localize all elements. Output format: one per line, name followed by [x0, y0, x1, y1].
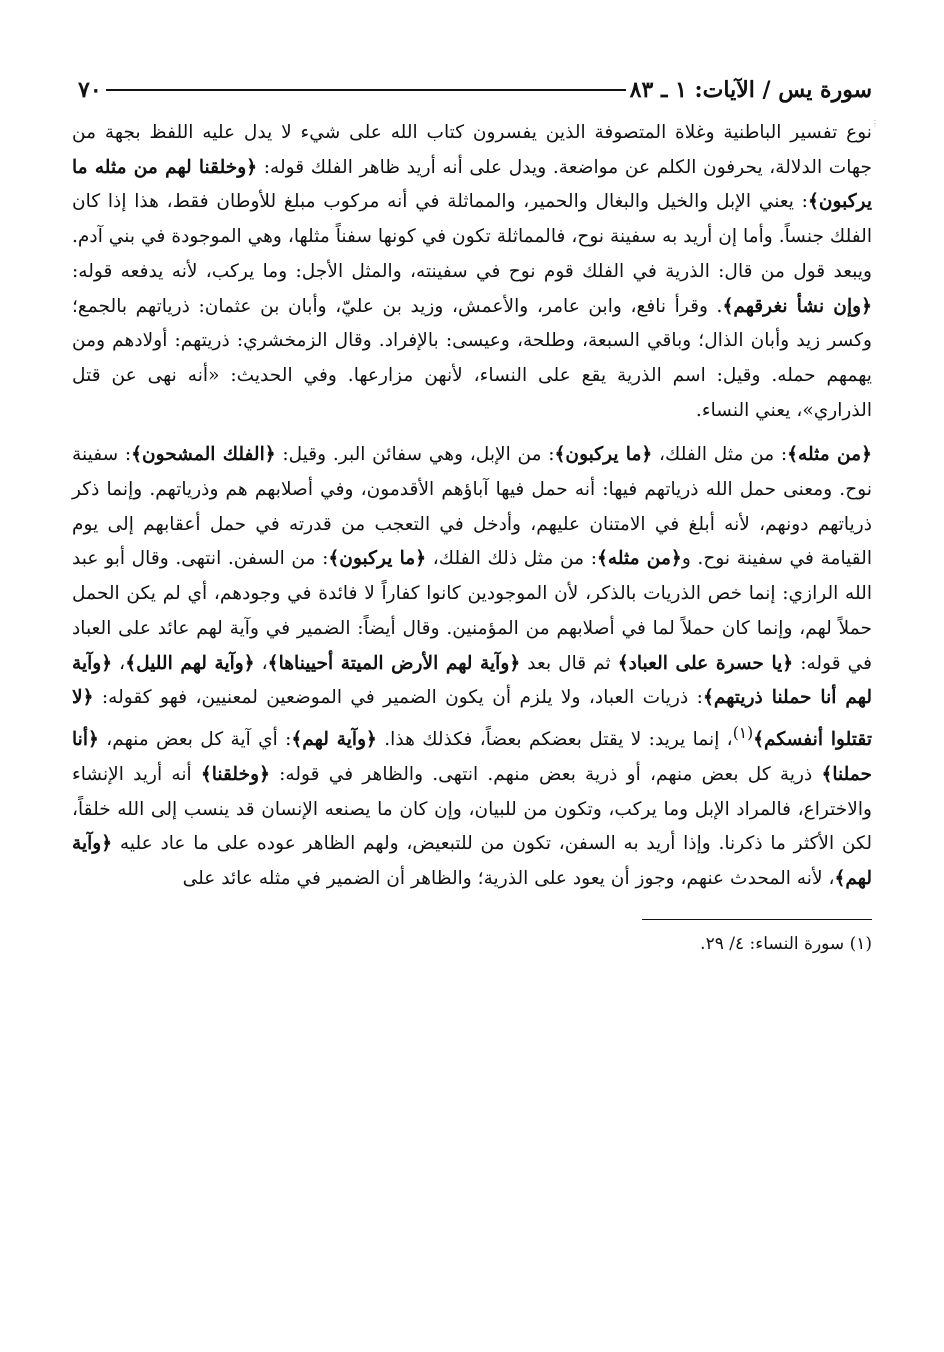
text-run: : سفينة نوح. ومعنى حمل الله ذرياتهم فيها: أنه حمل فيها آباؤهم الأقدمون، وفي أصلابهم هم وذرياتهم. وإنما ذكر ذرياتهم دونهم، لأنه أبلغ في الامتنان عليهم، وأدخل في التعجب من قدرته في حمل أعقابهم إلى يوم القيامة في سفينة نوح. و	[72, 444, 872, 570]
quran-quote: ﴿يا حسرة على العباد﴾	[617, 652, 794, 674]
paragraph-1	[72, 116, 872, 428]
text-run: ،	[112, 652, 126, 674]
quran-quote: ﴿وخلقنا لهم من مثله ما يركبون﴾	[72, 156, 872, 213]
quran-quote: ﴿الفلك المشحون﴾	[131, 444, 276, 466]
quran-quote: ﴿أنا حملنا﴾	[72, 729, 873, 785]
text-run: نوع تفسير الباطنية وغلاة المتصوفة الذين يفسرون كتاب الله على شيء لا يدل عليه اللفظ بجهة من جهات الدلالة، يحرفون الكلم عن مواضعة. ويدل على أنه أريد ظاهر الفلك قوله:	[72, 122, 872, 178]
body-text	[72, 116, 872, 897]
text-run: : من السفن. انتهى. وقال أبو عبد الله الرازي: إنما خص الذريات بالذكر، لأن الموجودين كانوا كفاراً لا فائدة في وجودهم، أي لم يكن الحمل حملاً لهم، وإنما كان حملاً لما في أصلابهم من المؤمنين. وقال أيضاً: الضمير في وآية لهم عائد على العباد في قوله:	[72, 548, 872, 674]
text-run: : من الإبل، وهي سفائن البر. وقيل:	[275, 444, 555, 466]
text-run: : ذريات العباد، ولا يلزم أن يكون الضمير في الموضعين لمعنيين، فهو كقوله:	[93, 687, 703, 709]
quran-quote: ﴿من مثله﴾	[787, 444, 872, 466]
quran-quote: ﴿وإن نشأ نغرقهم﴾	[722, 295, 873, 317]
footnote-separator	[642, 919, 872, 920]
text-run: ، لأنه المحدث عنهم، وجوز أن يعود على الذرية؛ والظاهر أن الضمير في مثله عائد على	[182, 867, 835, 889]
text-run: ذرية كل بعض منهم، أو ذرية بعض منهم. انتهى. والظاهر في قوله:	[269, 763, 822, 785]
quran-quote: ﴿لا تقتلوا أنفسكم﴾	[72, 687, 872, 751]
book-page	[72, 70, 872, 1300]
page-header	[72, 70, 872, 110]
quran-quote: ﴿وآية لهم﴾	[72, 833, 872, 889]
text-run: ثم قال بعد	[520, 652, 618, 674]
quran-quote: ﴿وآية لهم أنا حملنا ذريتهم﴾	[72, 652, 872, 709]
text-run: . وقرأ نافع، وابن عامر، والأعمش، وزيد بن عليّ، وأبان بن عثمان: ذرياتهم بالجمع؛ وكسر زيد وأبان الذال؛ وباقي السبعة، وطلحة، وعيسى: بالإفراد. وقال الزمخشري: ذريتهم: أولادهم ومن يهمهم حمله. وقيل: اسم الذرية يقع على النساء، لأنهن مزارعها. وفي الحديث: «أنه نهى عن قتل الذراري»، يعني النساء.	[72, 295, 872, 421]
quran-quote: ﴿وآية لهم الأرض الميتة أحييناها﴾	[267, 652, 521, 674]
text-run: : من مثل الفلك،	[652, 444, 788, 466]
quran-quote: ﴿من مثله﴾	[597, 548, 682, 570]
page-number: ٧٠	[78, 77, 102, 103]
footnote: (١) سورة النساء: ٤/ ٢٩.	[700, 933, 872, 954]
text-run: أنه أريد الإنشاء والاختراع، فالمراد الإبل وما يركب، وتكون من للبيان، وإن كان ما يصنعه الإنسان قد ينسب إلى الله خلقاً، لكن الأكثر ما ذكرنا. وإذا أريد به السفن، تكون من للتبعيض، ولهم الظاهر عوده على ما عاد عليه	[72, 763, 872, 855]
quran-quote: ﴿ما يركبون﴾	[328, 548, 427, 570]
text-run: ، إنما يريد: لا يقتل بعضكم بعضاً، فكذلك هذا.	[376, 729, 733, 751]
text-run: : أي آية كل بعض منهم،	[98, 729, 292, 751]
quran-quote: ﴿وخلقنا﴾	[200, 763, 270, 785]
running-title: سورة يس / الآيات: ١ ـ ٨٣	[629, 77, 872, 103]
text-run: : من مثل ذلك الفلك،	[426, 548, 598, 570]
paragraph-2	[72, 438, 872, 896]
text-run: : يعني الإبل والخيل والبغال والحمير، والمماثلة في أنه مركوب مبلغ للأوطان فقط، هذا إذا كان الفلك جنساً. وأما إن أريد به سفينة نوح، فالمماثلة تكون في كونها سفناً مثلها، وهي الموجودة في بني آدم. ويبعد قول من قال: الذرية في الفلك قوم نوح في سفينته، والمثل الأجل: وما يركب، لأنه يدفعه قوله:	[72, 191, 872, 282]
quran-quote: ﴿ما يركبون﴾	[554, 444, 653, 466]
margin-speck: ⋮	[871, 119, 879, 128]
text-run: ،	[254, 652, 268, 674]
quran-quote: ﴿وآية لهم الليل﴾	[125, 652, 255, 674]
header-rule	[106, 89, 626, 91]
footnote-ref[interactable]: (١)	[732, 723, 754, 742]
quran-quote: ﴿وآية لهم﴾	[291, 729, 377, 751]
